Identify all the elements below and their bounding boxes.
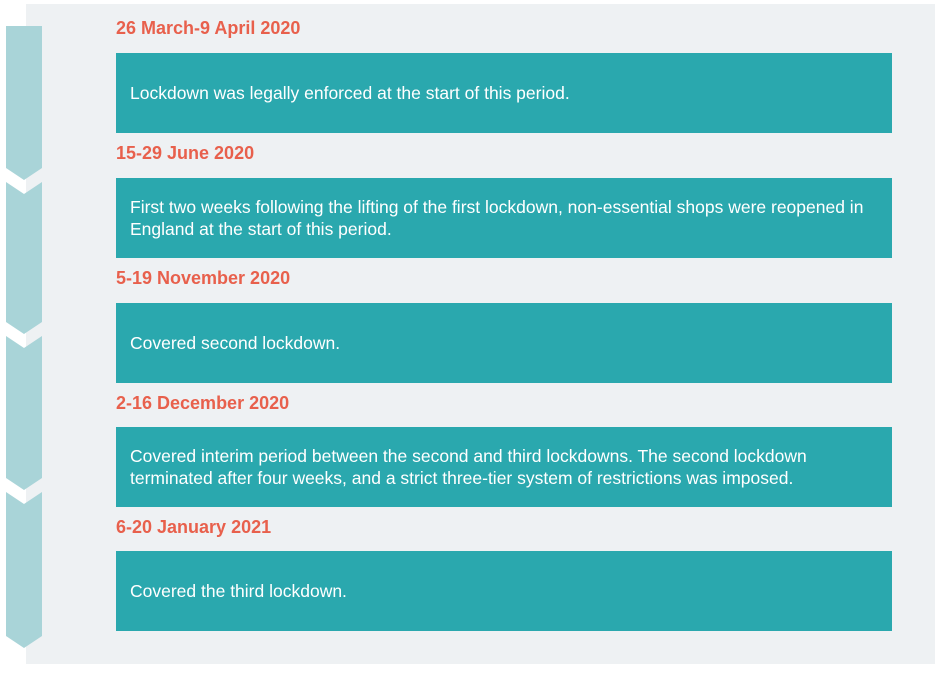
- entry-description: Covered the third lockdown.: [130, 581, 347, 601]
- entry-date: 6-20 January 2021: [116, 517, 272, 537]
- entry-description: Lockdown was legally enforced at the start of this period.: [130, 83, 570, 103]
- entry-description-box: [116, 303, 892, 383]
- entry-date: 15-29 June 2020: [116, 143, 255, 163]
- entry-description-box: [116, 178, 892, 258]
- entry-date: 26 March-9 April 2020: [116, 18, 301, 38]
- entry-description: Covered interim period between the second and third lockdowns. The second lockdown terminated after four weeks, and a strict three-tier system of restrictions was imposed.: [130, 446, 807, 488]
- entry-description-box: [116, 427, 892, 507]
- entry-date: 2-16 December 2020: [116, 393, 290, 413]
- chevron-segment-1: [6, 26, 42, 180]
- chevron-segment-3: [6, 336, 42, 490]
- chevron-segment-2: [6, 182, 42, 334]
- entry-description: First two weeks following the lifting of the first lockdown, non-essential shops were reopened in England at the start of this period.: [130, 197, 864, 239]
- entry-description-box: [116, 551, 892, 631]
- chevron-segment-4: [6, 492, 42, 648]
- entry-date: 5-19 November 2020: [116, 268, 291, 288]
- entry-description: Covered second lockdown.: [130, 333, 341, 353]
- entry-description-box: [116, 53, 892, 133]
- timeline-chevron-track: [0, 0, 60, 674]
